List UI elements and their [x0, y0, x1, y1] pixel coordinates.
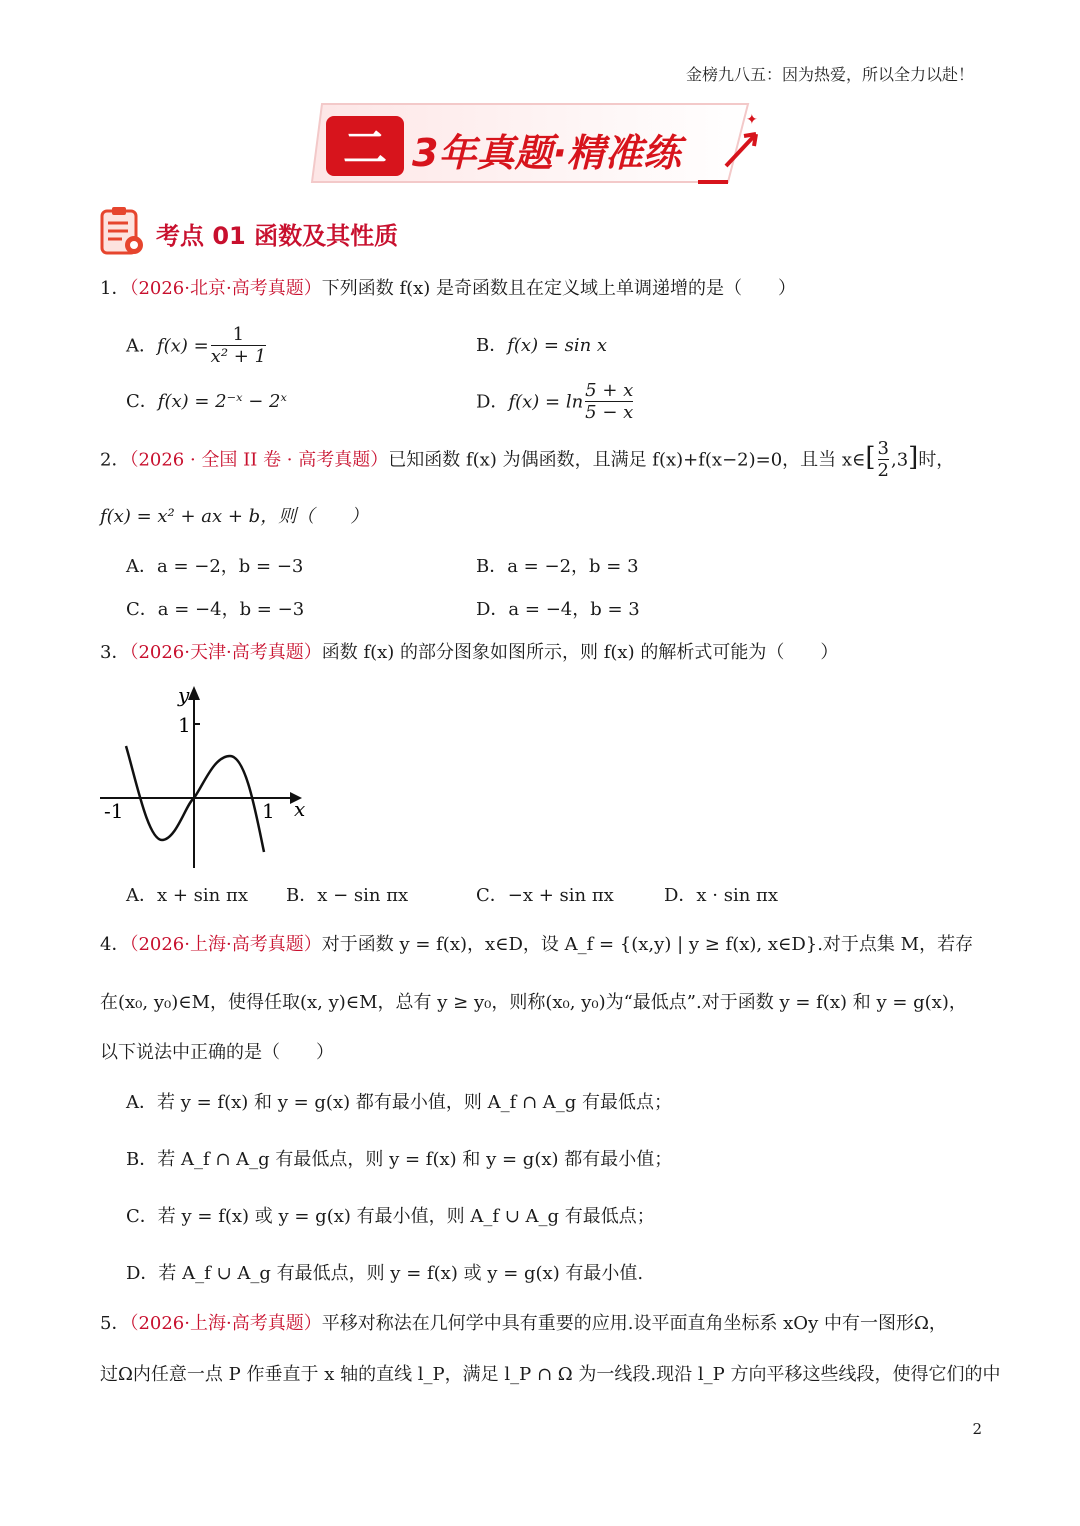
q3-option-d: D．x · sin πx [664, 885, 779, 906]
q4-option-a: A．若 y = f(x) 和 y = g(x) 都有最小值，则 A_f ∩ A_g 有最低点； [126, 1092, 673, 1113]
q1-option-d: D．f(x) = ln $\frac{5 + x}{5 - x}$ [476, 380, 634, 423]
question-2-stem: 2．（2026 · 全国 II 卷 · 高考真题）已知函数 f(x) 为偶函数，且满足 f(x)+f(x−2)=0，且当 x∈[ $\frac{3}{2}$ ,3]时， [100, 438, 955, 481]
q3-option-a: A．x + sin πx [126, 885, 248, 906]
graph-x-label: x [294, 797, 306, 821]
q1-option-a: A．f(x) = $\frac{1}{\text{x² + 1}}$ [126, 324, 267, 367]
banner-title: 3年真题·精准练 [412, 131, 681, 175]
page-number: 2 [972, 1420, 982, 1438]
svg-text:✦: ✦ [746, 112, 758, 128]
function-graph [96, 684, 310, 870]
q2-option-c: C．a = −4，b = −3 [126, 599, 305, 620]
question-4-stem-end: 以下说法中正确的是（ ） [100, 1042, 334, 1063]
question-source: （2026·上海·高考真题） [129, 934, 322, 955]
section-title: 考点 01 函数及其性质 [156, 222, 399, 250]
question-3-stem: 3．（2026·天津·高考真题）函数 f(x) 的部分图象如图所示，则 f(x) 的解析式可能为（ ） [100, 642, 839, 663]
graph-x-tick-neg: -1 [104, 799, 124, 823]
q3-option-b: B．x − sin πx [286, 885, 409, 906]
section-banner [308, 96, 770, 188]
q1-option-b: B．f(x) = sin x [476, 335, 608, 356]
clipboard-icon [98, 205, 146, 257]
q4-option-b: B．若 A_f ∩ A_g 有最低点，则 y = f(x) 和 y = g(x) 都有最小值； [126, 1149, 673, 1170]
q2-option-a: A．a = −2，b = −3 [126, 556, 304, 577]
question-4-stem: 4．（2026·上海·高考真题）对于函数 y = f(x)，x∈D，设 A_f = {(x,y) | y ≥ f(x), x∈D}.对于点集 M，若存 [100, 934, 974, 955]
q2-option-b: B．a = −2，b = 3 [476, 556, 639, 577]
question-source: （2026·上海·高考真题） [129, 1313, 322, 1334]
question-2-stem-cont: f(x) = x² + ax + b，则（ ） [100, 506, 369, 527]
question-5-stem-cont: 过Ω内任意一点 P 作垂直于 x 轴的直线 l_P，满足 l_P ∩ Ω 为一线段.现沿 l_P 方向平移这些线段，使得它们的中 [100, 1364, 1001, 1385]
q1-option-c: C．f(x) = 2⁻ˣ − 2ˣ [126, 391, 287, 412]
question-source: （2026·天津·高考真题） [129, 642, 322, 663]
q2-option-d: D．a = −4，b = 3 [476, 599, 640, 620]
question-5-stem: 5．（2026·上海·高考真题）平移对称法在几何学中具有重要的应用.设平面直角坐标系 xOy 中有一图形Ω， [100, 1313, 947, 1334]
q3-option-c: C．−x + sin πx [476, 885, 614, 906]
question-4-stem-cont: 在(x₀, y₀)∈M，使得任取(x, y)∈M，总有 y ≥ y₀，则称(x₀, y₀)为“最低点”.对于函数 y = f(x) 和 y = g(x)， [100, 992, 967, 1013]
graph-x-tick-pos: 1 [262, 799, 275, 823]
question-source: （2026 · 全国 II 卷 · 高考真题） [129, 449, 389, 471]
graph-y-label: y [178, 684, 190, 707]
banner-number: 二 [343, 123, 387, 174]
question-1-stem: 1．（2026·北京·高考真题）下列函数 f(x) 是奇函数且在定义域上单调递增的是（ ） [100, 278, 797, 299]
graph-y-tick: 1 [178, 713, 191, 737]
q4-option-c: C．若 y = f(x) 或 y = g(x) 有最小值，则 A_f ∪ A_g 有最低点； [126, 1206, 655, 1227]
header-slogan: 金榜九八五：因为热爱，所以全力以赴！ [685, 65, 974, 84]
q4-option-d: D．若 A_f ∪ A_g 有最低点，则 y = f(x) 或 y = g(x) 有最小值. [126, 1263, 644, 1284]
question-source: （2026·北京·高考真题） [129, 278, 322, 299]
